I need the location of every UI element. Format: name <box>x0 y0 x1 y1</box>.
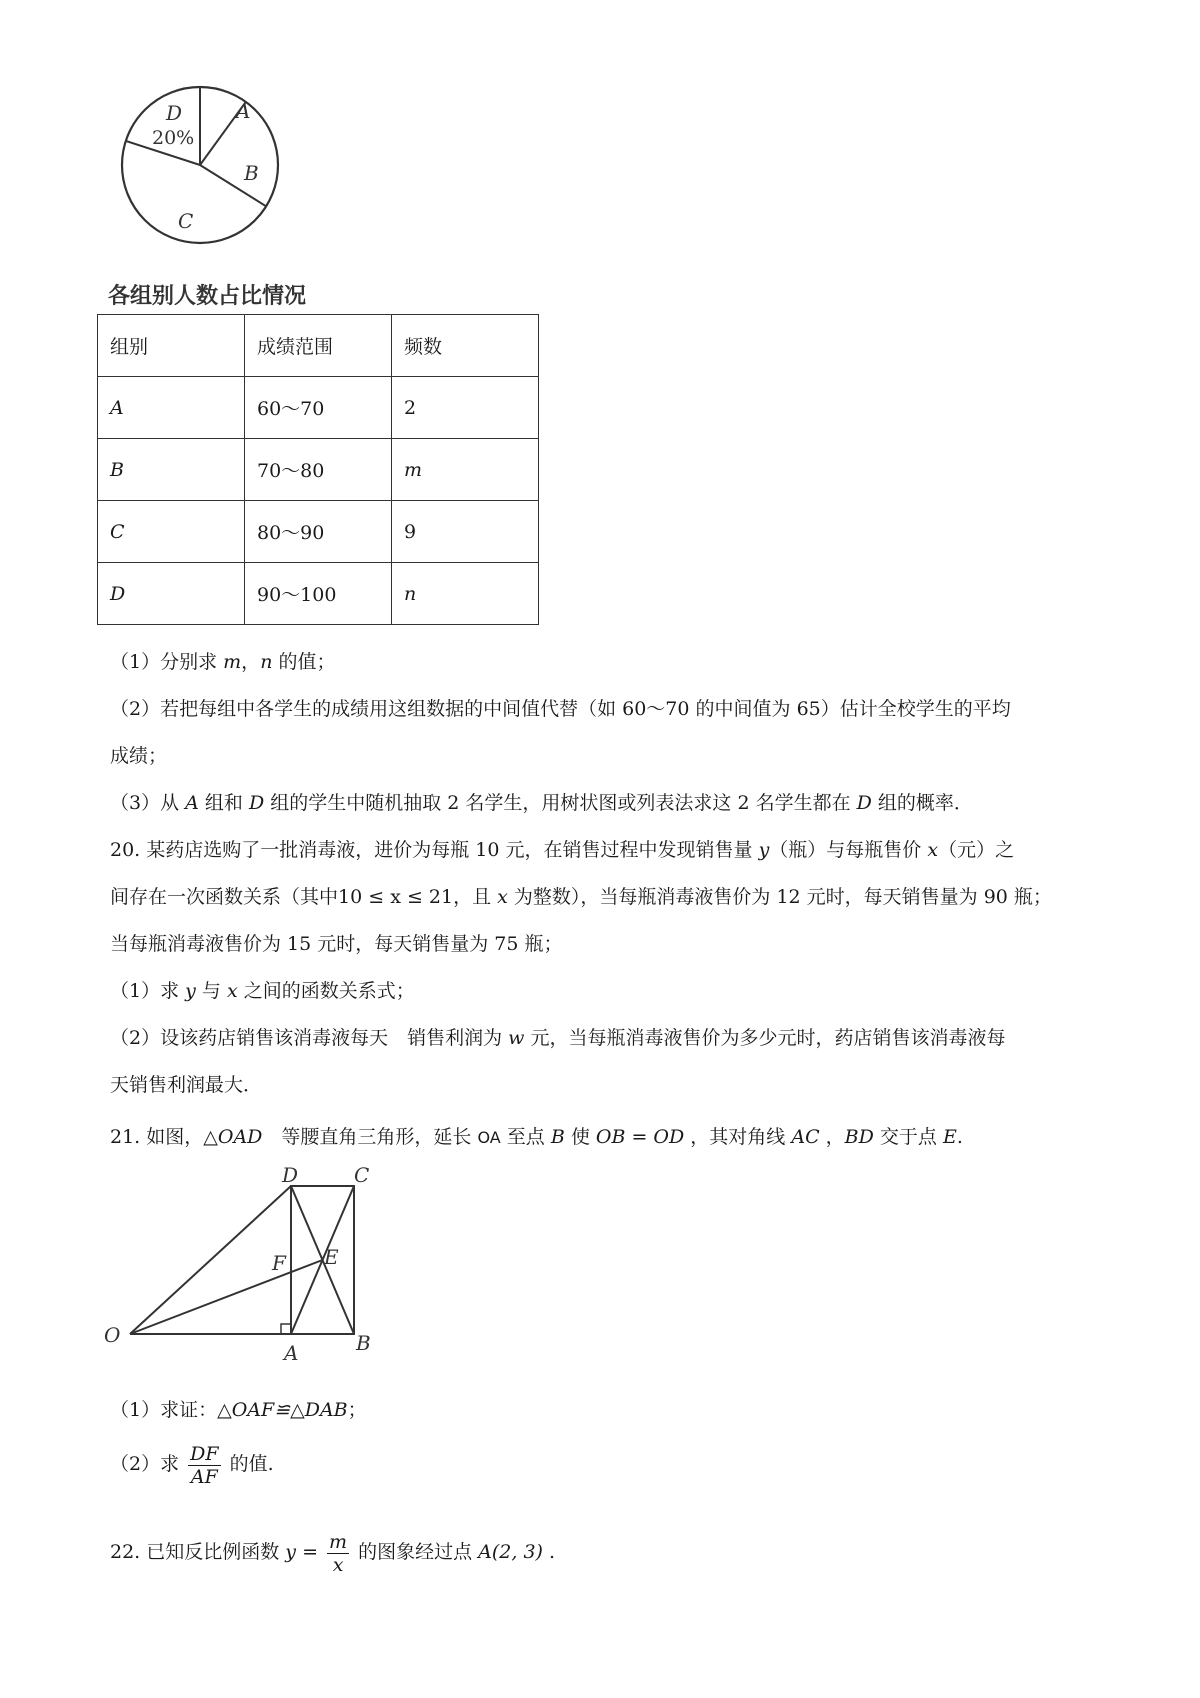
q20-part1 <box>110 979 415 1003</box>
q20-line1 <box>110 838 1014 862</box>
segment-bd: BD <box>844 1126 874 1148</box>
var-y: y <box>185 980 196 1002</box>
q20-line3: 当每瓶消毒液售价为 15 元时，每天销售量为 75 瓶； <box>110 933 563 955</box>
point-e: E <box>942 1126 957 1148</box>
text: ， <box>819 1126 845 1148</box>
label-a: A <box>284 1341 299 1365</box>
text: ， <box>241 651 261 673</box>
text: . <box>542 1541 556 1563</box>
text: 之间的函数关系式； <box>237 980 415 1002</box>
text: ，其对角线 <box>684 1126 792 1148</box>
text: ； <box>347 1399 367 1421</box>
text: （1）求 <box>110 980 186 1002</box>
var-m: m <box>223 651 242 673</box>
text: . <box>956 1126 963 1148</box>
text: 等腰直角三角形，延长 <box>262 1126 478 1148</box>
point-a-coordinates: A(2, 3) <box>478 1541 543 1563</box>
segment-oe <box>130 1260 323 1334</box>
text: 的图象经过点 <box>352 1541 479 1563</box>
var-y: y <box>758 839 770 861</box>
text: 使 <box>564 1126 596 1148</box>
segment-oa: OA <box>477 1128 501 1147</box>
var-a: A <box>185 792 199 814</box>
text: （元）之 <box>938 839 1015 861</box>
text: 21. 如图， <box>110 1126 204 1148</box>
q21-line <box>110 1125 963 1150</box>
table-row <box>98 439 539 501</box>
cell-group: D <box>98 563 245 625</box>
label-e: E <box>324 1245 339 1269</box>
pie-label-c: C <box>178 209 194 233</box>
text: （1）求证： <box>110 1399 218 1421</box>
label-c: C <box>354 1163 370 1187</box>
text: 至点 <box>500 1126 551 1148</box>
q20-part2-line1 <box>110 1026 1005 1050</box>
table-row <box>98 501 539 563</box>
cell-group: C <box>98 501 245 563</box>
q22-line <box>110 1528 555 1576</box>
var-d: D <box>248 792 265 814</box>
fraction-df-af <box>188 1443 220 1488</box>
text: 组的学生中随机抽取 2 名学生，用树状图或列表法求这 2 名学生都在 <box>264 792 857 814</box>
geometry-figure <box>100 1160 390 1370</box>
text: 组的概率． <box>871 792 973 814</box>
cell-range: 90～100 <box>245 563 392 625</box>
text: 与 <box>195 980 227 1002</box>
text: 的值. <box>223 1453 274 1475</box>
var-n: n <box>260 651 273 673</box>
group-table <box>97 314 539 625</box>
q19-part2-line1: （2）若把每组中各学生的成绩用这组数据的中间值代替（如 60～70 的中间值为 65）估计全校学生的平均 <box>110 698 1011 720</box>
fraction-m-x <box>327 1531 349 1576</box>
text: （2）求 <box>110 1453 186 1475</box>
text: （瓶）与每瓶售价 <box>769 839 928 861</box>
cell-range: 60～70 <box>245 377 392 439</box>
cell-range: 70～80 <box>245 439 392 501</box>
table-row <box>98 563 539 625</box>
label-o: O <box>104 1323 121 1347</box>
denominator: x <box>332 1553 344 1576</box>
equation-ob-od: OB = OD <box>595 1126 685 1148</box>
text: 间存在一次函数关系（其中 <box>110 886 339 908</box>
text: 为整数），当每瓶消毒液售价为 12 元时，每天销售量为 90 瓶； <box>507 886 1052 908</box>
q21-part2 <box>110 1440 274 1488</box>
text: （2）设该药店销售该消毒液每天 销售利润为 <box>110 1027 509 1049</box>
header-group: 组别 <box>98 315 245 377</box>
var-x: x <box>226 980 238 1002</box>
label-f: F <box>272 1251 286 1275</box>
text: ，且 <box>453 886 498 908</box>
pie-chart <box>120 80 300 270</box>
function-lhs: y = <box>285 1541 325 1563</box>
inequality: 10 ≤ x ≤ 21 <box>338 886 454 908</box>
text: 20. 某药店选购了一批消毒液，进价为每瓶 10 元，在销售过程中发现销售量 <box>110 839 759 861</box>
cell-freq: 9 <box>392 501 539 563</box>
numerator: m <box>329 1530 348 1553</box>
pie-label-b: B <box>244 161 259 185</box>
chart-caption: 各组别人数占比情况 <box>108 284 307 309</box>
cell-group: A <box>98 377 245 439</box>
denominator: AF <box>190 1465 218 1488</box>
segment-ac: AC <box>791 1126 820 1148</box>
pie-label-d-percent: 20% <box>152 127 195 149</box>
q19-part2-line2: 成绩； <box>110 745 168 767</box>
var-x: x <box>927 839 939 861</box>
triangle-oad: △OAD <box>203 1126 263 1148</box>
q21-part1 <box>110 1398 367 1422</box>
cell-freq: n <box>392 563 539 625</box>
cell-range: 80～90 <box>245 501 392 563</box>
header-range: 成绩范围 <box>245 315 392 377</box>
text: （1）分别求 <box>110 651 224 673</box>
pie-label-a: A <box>236 99 251 123</box>
cell-group: B <box>98 439 245 501</box>
label-d: D <box>282 1163 299 1187</box>
var-w: w <box>508 1027 525 1049</box>
congruence-expression: △OAF≌△DAB <box>217 1399 348 1421</box>
label-b: B <box>356 1331 371 1355</box>
pie-label-d: D <box>166 101 183 125</box>
q19-part3 <box>110 791 973 815</box>
cell-freq: 2 <box>392 377 539 439</box>
text: 交于点 <box>873 1126 943 1148</box>
table-header-row <box>98 315 539 377</box>
point-b: B <box>550 1126 565 1148</box>
cell-freq: m <box>392 439 539 501</box>
numerator: DF <box>190 1442 219 1465</box>
var-d: D <box>856 792 872 814</box>
q20-part2-line2: 天销售利润最大． <box>110 1074 263 1096</box>
text: 22. 已知反比例函数 <box>110 1541 286 1563</box>
header-freq: 频数 <box>392 315 539 377</box>
var-x: x <box>497 886 508 908</box>
text: 元，当每瓶消毒液售价为多少元时，药店销售该消毒液每 <box>524 1027 1006 1049</box>
segment-od-line <box>130 1186 291 1334</box>
q20-line2 <box>110 885 1052 909</box>
q19-part1 <box>110 650 335 674</box>
text: 组和 <box>198 792 249 814</box>
right-angle-mark <box>281 1324 291 1334</box>
text: 的值； <box>272 651 336 673</box>
text: （3）从 <box>110 792 186 814</box>
table-row <box>98 377 539 439</box>
